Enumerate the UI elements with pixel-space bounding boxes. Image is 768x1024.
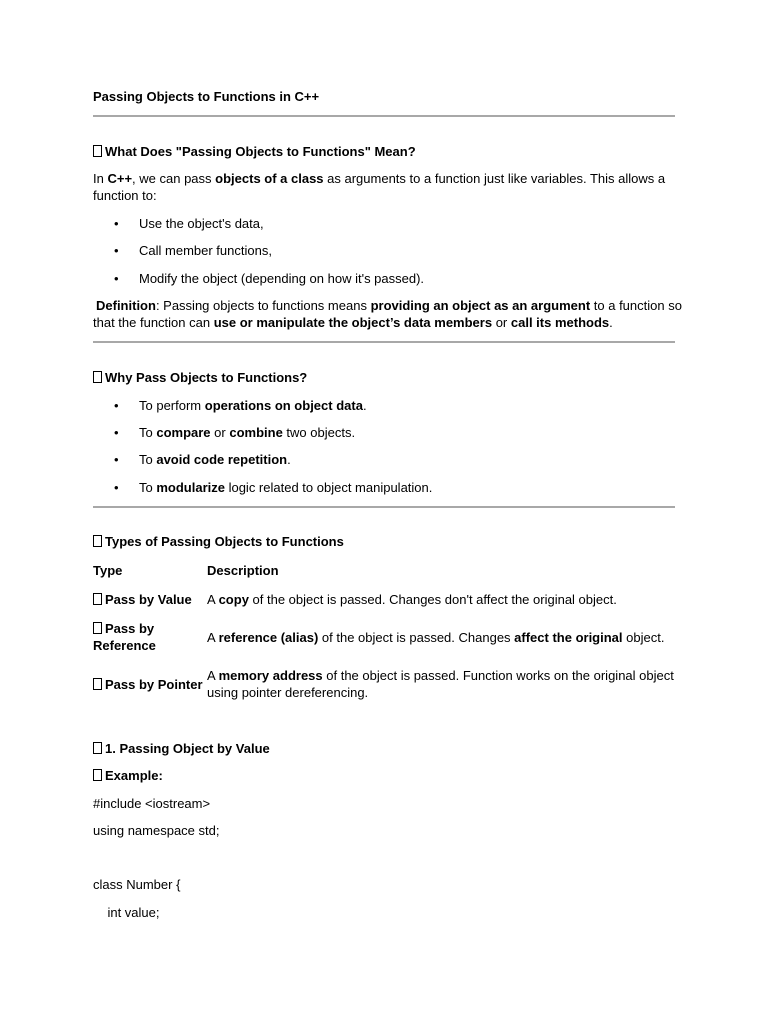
text-run: object. bbox=[622, 630, 665, 645]
document-title: Passing Objects to Functions in C++ bbox=[93, 89, 320, 104]
text-run: or bbox=[492, 315, 511, 330]
code-line: class Number { bbox=[93, 877, 181, 892]
table-header-description: Description bbox=[207, 563, 279, 578]
list-item bbox=[139, 451, 291, 468]
missing-glyph-icon bbox=[93, 622, 102, 634]
table-cell-type: Pass by Pointer bbox=[93, 676, 203, 693]
text-run: A bbox=[207, 668, 219, 683]
bold-text: call its methods bbox=[510, 315, 610, 330]
text-run: To bbox=[139, 452, 157, 467]
text-run: that the function can bbox=[93, 315, 214, 330]
bullet-icon: • bbox=[114, 271, 119, 286]
code-line: #include <iostream> bbox=[93, 796, 211, 811]
text-run: To bbox=[139, 425, 157, 440]
bold-text: providing an object as an argument bbox=[370, 298, 591, 313]
bold-text: Definition bbox=[96, 298, 156, 313]
definition-line-1 bbox=[96, 297, 682, 314]
text-run: A bbox=[207, 630, 219, 645]
text-run: or bbox=[210, 425, 230, 440]
code-line: using namespace std; bbox=[93, 823, 220, 838]
missing-glyph-icon bbox=[93, 742, 102, 754]
list-item bbox=[139, 479, 432, 496]
missing-glyph-icon bbox=[93, 371, 102, 383]
text-run: : Passing objects to functions means bbox=[155, 298, 371, 313]
list-item bbox=[139, 397, 367, 414]
bold-text: copy bbox=[218, 592, 249, 607]
list-item: Use the object's data, bbox=[139, 216, 264, 231]
bold-text: combine bbox=[229, 425, 283, 440]
text-run: , we can pass bbox=[132, 171, 216, 186]
divider bbox=[93, 341, 675, 343]
table-cell-description-line-2: using pointer dereferencing. bbox=[207, 685, 369, 700]
text-run: two objects. bbox=[282, 425, 356, 440]
missing-glyph-icon bbox=[93, 145, 102, 157]
text-run: to a function so bbox=[590, 298, 682, 313]
example-label: Example: bbox=[93, 767, 163, 784]
bullet-icon: • bbox=[114, 216, 119, 231]
text-run: logic related to object manipulation. bbox=[224, 480, 433, 495]
section-heading-types: Types of Passing Objects to Functions bbox=[93, 533, 344, 550]
intro-paragraph-line-2: function to: bbox=[93, 188, 157, 203]
bullet-icon: • bbox=[114, 452, 119, 467]
list-item: Modify the object (depending on how it's passed). bbox=[139, 271, 425, 286]
text-run: A bbox=[207, 592, 219, 607]
divider bbox=[93, 506, 675, 508]
text-run: . bbox=[287, 452, 291, 467]
table-cell-description bbox=[207, 667, 674, 684]
bold-text: objects of a class bbox=[215, 171, 324, 186]
text-run: In bbox=[93, 171, 108, 186]
missing-glyph-icon bbox=[93, 769, 102, 781]
list-item: Call member functions, bbox=[139, 243, 272, 258]
bold-text: memory address bbox=[218, 668, 323, 683]
text-run: of the object is passed. Changes don't affect the original object. bbox=[248, 592, 617, 607]
bold-text: avoid code repetition bbox=[156, 452, 288, 467]
bullet-icon: • bbox=[114, 480, 119, 495]
bold-text: compare bbox=[156, 425, 211, 440]
section-heading-pass-by-value: 1. Passing Object by Value bbox=[93, 740, 270, 757]
table-cell-type-line-2: Reference bbox=[93, 638, 156, 653]
table-header-type: Type bbox=[93, 563, 123, 578]
table-cell-description bbox=[207, 591, 617, 608]
table-cell-type: Pass by bbox=[93, 620, 154, 637]
section-heading-why: Why Pass Objects to Functions? bbox=[93, 369, 307, 386]
bold-text: use or manipulate the object’s data members bbox=[213, 315, 493, 330]
text-run: To bbox=[139, 480, 157, 495]
bold-text: affect the original bbox=[514, 630, 623, 645]
table-cell-type: Pass by Value bbox=[93, 591, 192, 608]
bold-text: reference (alias) bbox=[218, 630, 319, 645]
text-run: . bbox=[362, 398, 367, 413]
bullet-icon: • bbox=[114, 398, 119, 413]
intro-paragraph-line-1 bbox=[93, 170, 665, 187]
bold-text: operations on object data bbox=[204, 398, 363, 413]
bold-text: modularize bbox=[156, 480, 225, 495]
bullet-icon: • bbox=[114, 243, 119, 258]
text-run: . bbox=[609, 315, 613, 330]
missing-glyph-icon bbox=[93, 593, 102, 605]
missing-glyph-icon bbox=[93, 678, 102, 690]
definition-line-2 bbox=[93, 314, 613, 331]
code-line: int value; bbox=[93, 905, 160, 920]
missing-glyph-icon bbox=[93, 535, 102, 547]
section-heading-meaning: What Does "Passing Objects to Functions" Mean? bbox=[93, 143, 416, 160]
table-cell-description bbox=[207, 629, 664, 646]
list-item bbox=[139, 424, 355, 441]
text-run: To perform bbox=[139, 398, 205, 413]
divider bbox=[93, 115, 675, 117]
bold-text: C++ bbox=[107, 171, 133, 186]
bullet-icon: • bbox=[114, 425, 119, 440]
text-run: as arguments to a function just like variables. This allows a bbox=[323, 171, 666, 186]
text-run: of the object is passed. Changes bbox=[318, 630, 515, 645]
text-run: of the object is passed. Function works on the original object bbox=[322, 668, 674, 683]
